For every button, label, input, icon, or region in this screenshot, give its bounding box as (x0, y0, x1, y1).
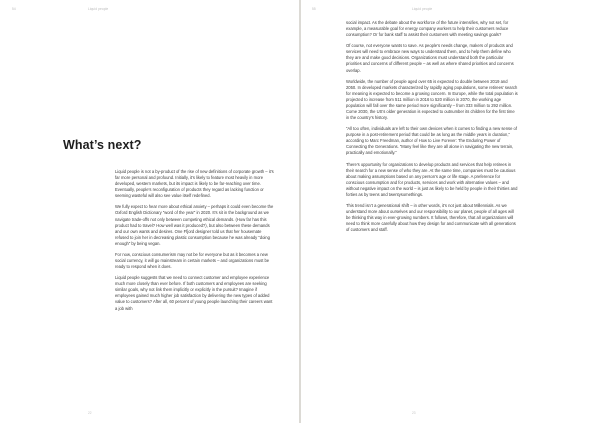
running-head-title: Liquid people (412, 7, 433, 11)
body-paragraph: There’s opportunity for organizations to develop products and services that help retirees in their search for a new sense of who they are. At the same time, companies must be cautious about making assumptions based on any person’s age or life stage. A preference for conscious consumption and for products, services and work with alternative values – and without negative impact on the world – is just as likely to be held by people in their thirties and forties as by teens and twentysomethings. (346, 161, 518, 197)
page-folio: 23 (412, 411, 416, 415)
body-paragraph: Worldwide, the number of people aged over 65 is expected to double between 2019 and 2050. In developed markets characterized by rapidly aging populations, some retirees’ search for meaning is expected to become a growing concern. In Europe, while the total population is projected to increase from 511 million in 2016 to 520 million in 2070, the working age population will fall over the same period more significantly – from 333 million to 292 million. Come 2030, the US’s older generation is expected to outnumber its children for the first time in the country’s history. (346, 78, 518, 121)
section-heading: What’s next? (63, 138, 142, 152)
body-paragraph: We fully expect to hear more about ethical anxiety – perhaps it could even become the Oxford English Dictionary “word of the year” in 2020. It’s sit in the background as we navigate trade-offs not only between competing ethical demands. (How far has this product had to travel? How well was it produced?), but also between these demands and our own wants and desires. One Ffjord designer told us that her housemate refused to join her in decreasing plastic consumption because he was already “doing enough” by being vegan. (115, 204, 274, 246)
left-body-column (115, 169, 275, 312)
page-folio: 22 (88, 411, 92, 415)
running-head-page-number: 54 (12, 7, 16, 11)
body-paragraph: Of course, not everyone wants to save. As people’s needs change, makers of products and services will need to embrace new ways to understand them, and to help them define who they are and make good decisions. Organizations must understand both the particular priorities and concerns of different people – as well as where shared priorities and concerns overlap. (346, 43, 514, 73)
body-paragraph: “All too often, individuals are left to their own devices when it comes to finding a new sense of purpose in a post-retirement period that could be as long as the middle years in duration,” according to Marc Freedman, author of How to Live Forever: The Enduring Power of Connecting the Generations. “Many feel like they are all alone in navigating the new terrain, practically and emotionally.” (346, 126, 518, 156)
left-page (0, 0, 299, 423)
body-paragraph: This trend isn’t a generational shift – in other words, it’s not just about Millennials. As we understand more about ourselves and our responsibility to our planet, people of all ages will be thinking this way in ever-growing numbers. It follows, therefore, that all organizations will need to think more carefully about how they design for and communicate with all generations of customers and staff. (346, 203, 516, 233)
body-paragraph: Liquid people is not a by-product of the rise of new definitions of corporate growth – it’s far more personal and profound. Initially, it’s likely to feature most heavily in more developed, western markets, but its impact is likely to be far-reaching over time. Eventually, people’s reconfiguration of products they regard as lacking function or seeming wasteful will also see value itself redefined. (115, 169, 274, 199)
running-head-title: Liquid people (88, 7, 109, 11)
right-body-column (346, 20, 518, 233)
body-paragraph: For now, conscious consumerism may not be for everyone but as it becomes a new social currency, it will go mainstream in certain markets – and organizations must be ready to respond when it does. (115, 251, 270, 270)
right-page (301, 0, 600, 423)
body-paragraph: Liquid people suggests that we need to connect customer and employee experience much more closely than ever before. If both customers and employees are seeking similar goals, why not link them implicitly or explicitly in the pursuit? Imagine if employees gained much higher job satisfaction by delivering the new types of added value to customers? After all, 60 percent of young people launching their careers want a job with (115, 275, 273, 311)
body-paragraph: social impact. As the debate about the workforce of the future intensifies, why not set, for example, a measurable goal for energy company workers to help their customers reduce consumption? Or for bank staff to assist their customers with meeting savings goals? (346, 20, 509, 38)
running-head-page-number: 55 (312, 7, 316, 11)
